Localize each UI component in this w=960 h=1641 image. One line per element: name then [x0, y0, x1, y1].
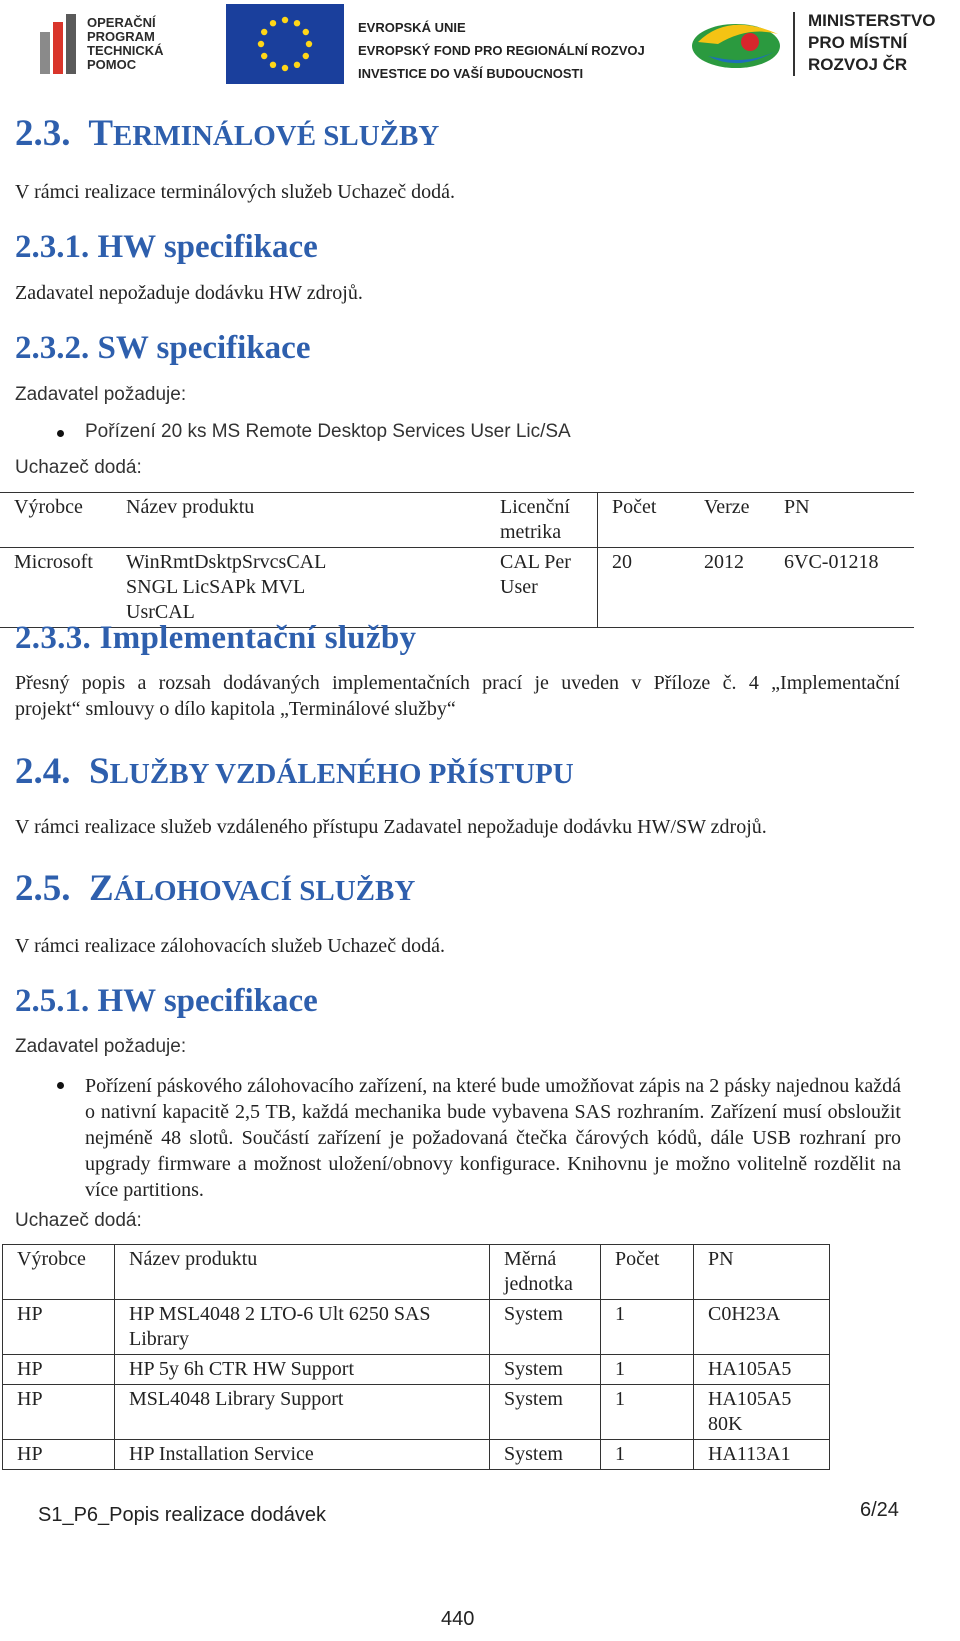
title-rest: ÁLOHOVACÍ SLUŽBY [113, 875, 416, 907]
section-2-3-1-text: Zadavatel nepožaduje dodávku HW zdrojů. [15, 282, 363, 304]
table-header-row [0, 493, 914, 548]
section-2-5-text: V rámci realizace zálohovacích služeb Uchazeč dodá. [15, 935, 445, 957]
footer-doc-name: S1_P6_Popis realizace dodávek [38, 1504, 326, 1526]
table-cell: HP [3, 1440, 115, 1470]
table-row [3, 1300, 830, 1355]
table-header-cell: Licenční metrika [486, 493, 598, 548]
table-cell: 1 [601, 1440, 694, 1470]
supplies-label: Uchazeč dodá: [15, 1210, 142, 1231]
requires-label: Zadavatel požaduje: [15, 384, 187, 405]
table-header-cell: Měrná jednotka [490, 1245, 601, 1300]
title-initial: S [89, 751, 110, 792]
table-cell: C0H23A [694, 1300, 830, 1355]
table-cell: 1 [601, 1355, 694, 1385]
table-cell: System [490, 1355, 601, 1385]
eu-line: INVESTICE DO VAŠÍ BUDOUCNOSTI [358, 66, 584, 81]
op-logo-line: TECHNICKÁ [87, 43, 164, 58]
table-cell: MSL4048 Library Support [115, 1385, 490, 1440]
op-logo-line: OPERAČNÍ [87, 15, 156, 30]
hw-table [2, 1244, 830, 1470]
op-logo-line: PROGRAM [87, 29, 155, 44]
table-header-cell: Název produktu [112, 493, 486, 548]
section-number: 2.4. [15, 751, 71, 792]
table-header-cell: Verze [690, 493, 770, 548]
eu-flag-icon [226, 4, 344, 84]
section-2-3-heading [15, 112, 439, 155]
section-2-3-1-heading: 2.3.1. HW specifikace [15, 229, 318, 265]
table-cell: WinRmtDsktpSrvcsCAL SNGL LicSAPk MVL UsrCAL [112, 548, 486, 628]
table-cell: HA105A5 [694, 1355, 830, 1385]
bullet-icon [57, 1082, 64, 1089]
mmr-text [808, 10, 936, 76]
table-header-cell: PN [694, 1245, 830, 1300]
title-initial: T [88, 113, 114, 154]
bullet-icon [57, 430, 64, 437]
table-header-cell: Počet [601, 1245, 694, 1300]
table-cell: HP Installation Service [115, 1440, 490, 1470]
mmr-line: PRO MÍSTNÍ [808, 33, 908, 52]
op-logo-line: POMOC [87, 57, 137, 72]
table-cell: HA105A5 80K [694, 1385, 830, 1440]
table-row [0, 548, 914, 628]
eu-line: EVROPSKÝ FOND PRO REGIONÁLNÍ ROZVOJ [358, 43, 645, 58]
bullet-text: Pořízení páskového zálohovacího zařízení, na které bude umožňovat zápis na 2 pásky najednou každá o nativní kapacitě 2,5 TB, každá mechanika bude vybavena SAS rozhraním. Zařízení musí obsloužit nejméně 48 slotů. Součástí zařízení je požadovaná čtečka čárových kódů, dále USB rozhraní pro upgrady firmware a možnost uložení/obnovy konfigurace. Knihovnu je možno volitelně rozdělit na více partitions. [85, 1075, 901, 1201]
section-2-3-2-heading: 2.3.2. SW specifikace [15, 330, 311, 366]
table-header-cell: Název produktu [115, 1245, 490, 1300]
section-2-3-intro: V rámci realizace terminálových služeb Uchazeč dodá. [15, 181, 455, 203]
table-cell: System [490, 1385, 601, 1440]
table-cell: HP [3, 1355, 115, 1385]
mmr-line: MINISTERSTVO [808, 11, 936, 30]
table-cell: CAL Per User [486, 548, 598, 628]
eu-fund-text [358, 16, 645, 85]
title-rest: LUŽBY VZDÁLENÉHO PŘÍSTUPU [109, 758, 574, 790]
op-technicka-pomoc-logo [40, 6, 210, 82]
table-header-cell: Výrobce [0, 493, 112, 548]
section-number: 2.5. [15, 868, 71, 909]
section-2-3-3-text-line2: projekt“ smlouvy o dílo kapitola „Terminálové služby“ [15, 698, 456, 720]
section-2-3-3-heading: 2.3.3. Implementační služby [15, 620, 417, 656]
title-rest: ERMINÁLOVÉ SLUŽBY [113, 120, 440, 152]
section-2-5-heading [15, 867, 415, 910]
title-initial: Z [89, 868, 114, 909]
op-logo-bars-icon [40, 14, 79, 74]
section-2-5-1-heading: 2.5.1. HW specifikace [15, 983, 318, 1019]
table-cell: System [490, 1300, 601, 1355]
supplies-label: Uchazeč dodá: [15, 457, 142, 478]
mmr-divider [793, 12, 795, 76]
table-cell: Microsoft [0, 548, 112, 628]
table-cell: HP MSL4048 2 LTO-6 Ult 6250 SAS Library [115, 1300, 490, 1355]
table-cell: System [490, 1440, 601, 1470]
table-cell: HP [3, 1385, 115, 1440]
table-cell: 1 [601, 1385, 694, 1440]
mmr-logo-icon [688, 12, 784, 76]
bullet-text: Pořízení 20 ks MS Remote Desktop Services User Lic/SA [85, 421, 571, 442]
table-cell: 1 [601, 1300, 694, 1355]
table-row [3, 1440, 830, 1470]
table-cell: 20 [598, 548, 691, 628]
requires-label: Zadavatel požaduje: [15, 1036, 187, 1057]
table-header-cell: PN [770, 493, 914, 548]
section-2-3-3-text-line1: Přesný popis a rozsah dodávaných implementačních prací je uveden v Příloze č. 4 „Implementační [15, 672, 900, 694]
table-cell: HP [3, 1300, 115, 1355]
footer-stamp-number: 440 [441, 1608, 475, 1630]
section-2-4-heading [15, 750, 574, 793]
table-row [3, 1385, 830, 1440]
table-cell: HA113A1 [694, 1440, 830, 1470]
eu-line: EVROPSKÁ UNIE [358, 20, 466, 35]
section-number: 2.3. [15, 113, 71, 154]
mmr-line: ROZVOJ ČR [808, 55, 908, 74]
table-row [3, 1355, 830, 1385]
section-2-4-text: V rámci realizace služeb vzdáleného přístupu Zadavatel nepožaduje dodávku HW/SW zdrojů. [15, 816, 767, 838]
sw-table [0, 492, 914, 628]
table-header-cell: Počet [598, 493, 691, 548]
table-cell: 6VC-01218 [770, 548, 914, 628]
table-header-cell: Výrobce [3, 1245, 115, 1300]
table-cell: 2012 [690, 548, 770, 628]
table-cell: HP 5y 6h CTR HW Support [115, 1355, 490, 1385]
footer-page-number: 6/24 [860, 1499, 899, 1521]
table-header-row [3, 1245, 830, 1300]
